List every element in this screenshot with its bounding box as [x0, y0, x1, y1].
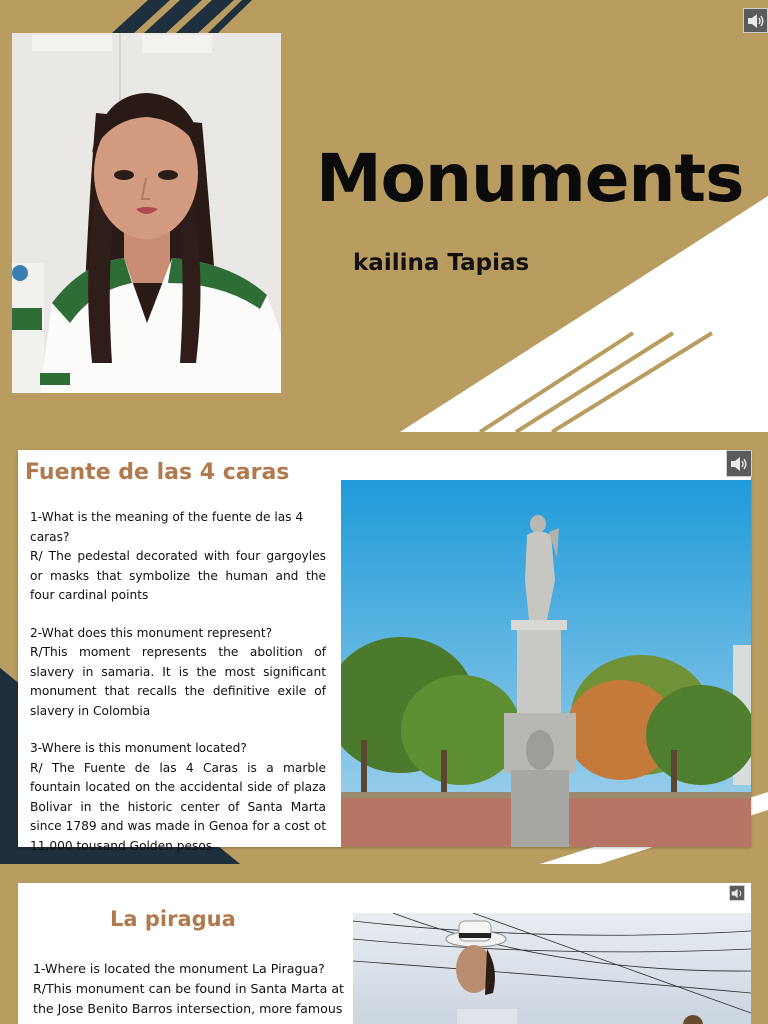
navy-stripes-decoration — [112, 0, 252, 33]
white-triangle-decoration — [400, 196, 768, 432]
speaker-icon[interactable] — [729, 885, 745, 901]
piragua-photo — [353, 913, 751, 1024]
piragua-slide — [0, 864, 768, 1024]
author-name: kailina Tapias — [353, 250, 530, 276]
speaker-icon[interactable] — [743, 8, 768, 33]
answer-1: R/ The pedestal decorated with four gargoyles or masks that symbolize the human and the four cardinal points — [30, 549, 326, 602]
author-photo — [12, 33, 281, 393]
slide-title: La piragua — [110, 907, 236, 931]
slide-title: Fuente de las 4 caras — [25, 460, 290, 485]
qa-text-block — [30, 508, 326, 856]
answer-1-line-2: the Jose Benito Barros intersection, more famous — [33, 1001, 343, 1016]
answer-3: R/ The Fuente de las 4 Caras is a marble fountain located on the accidental side of plaza Bolivar in the historic center of Santa Marta since 1789 and was made in Genoa for a cost ot 11,000 tousand Golden pesos — [30, 760, 326, 853]
question-1: 1-What is the meaning of the fuente de las 4 caras? — [30, 510, 304, 544]
answer-2: R/This moment represents the abolition of slavery in samaria. It is the most significant monument that recalls the definitive exile of slavery in Colombia — [30, 645, 326, 718]
content-card — [18, 450, 751, 853]
question-1: 1-Where is located the monument La Piragua? — [33, 961, 325, 976]
presentation-title: Monuments — [316, 140, 744, 217]
content-card — [18, 883, 751, 1024]
speaker-icon[interactable] — [726, 450, 752, 477]
title-slide — [0, 0, 768, 432]
answer-1-line-1: R/This monument can be found in Santa Marta at — [33, 981, 344, 996]
fuente-slide — [0, 432, 768, 864]
fountain-photo — [341, 480, 751, 847]
question-2: 2-What does this monument represent? — [30, 625, 273, 640]
question-3: 3-Where is this monument located? — [30, 741, 247, 755]
qa-text-block — [33, 959, 353, 1019]
